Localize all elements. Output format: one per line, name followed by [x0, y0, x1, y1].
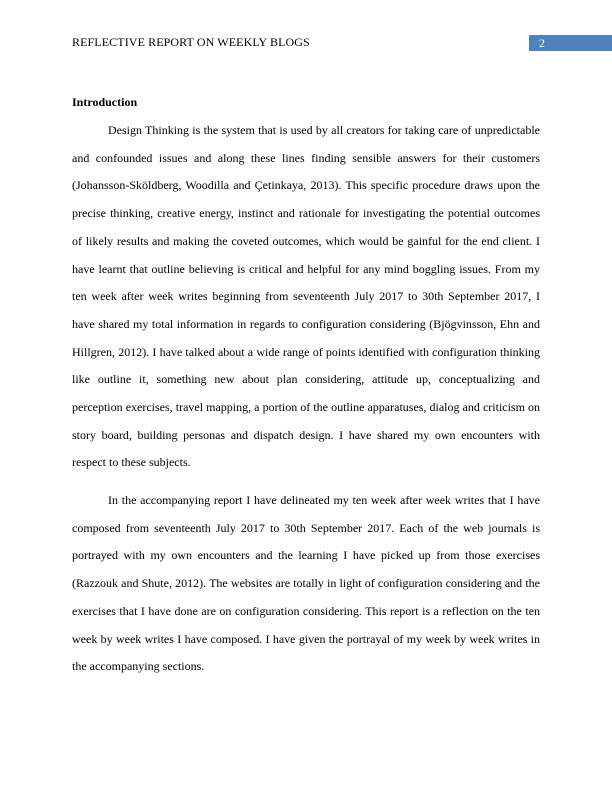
body-paragraph: In the accompanying report I have delineated my ten week after week writes that I have composed from seventeenth July 2017 to 30th September 2017. Each of the web journals is portrayed with my own encounters and the learning I have picked up from those exercises (Razzouk and Shute, 2012). The websites are totally in light of configuration considering and the exercises that I have done are on configuration considering. This report is a reflection on the ten week by week writes I have composed. I have given the portrayal of my week by week writes in the accompanying sections. [72, 493, 540, 674]
section-heading: Introduction [72, 95, 138, 109]
body-paragraph: Design Thinking is the system that is used by all creators for taking care of unpredictable and confounded issues and along these lines finding sensible answers for their customers (Johansson-Sköldberg, Woodilla and Çetinkaya, 2013). This specific procedure draws upon the precise thinking, creative energy, instinct and rationale for investigating the potential outcomes of likely results and making the coveted outcomes, which would be gainful for the end client. I have learnt that outline believing is critical and helpful for any mind boggling issues. From my ten week after week writes beginning from seventeenth July 2017 to 30th September 2017, I have shared my total information in regards to configuration considering (Bjögvinsson, Ehn and Hillgren, 2012). I have talked about a wide range of points identified with configuration thinking like outline it, something new about plan considering, attitude up, conceptualizing and perception exercises, travel mapping, a portion of the outline apparatuses, dialog and criticism on story board, building personas and dispatch design. I have shared my own encounters with respect to these subjects. [72, 123, 540, 470]
page-number: 2 [539, 36, 545, 50]
page-number-badge [529, 35, 612, 51]
running-header: REFLECTIVE REPORT ON WEEKLY BLOGS [72, 35, 310, 49]
